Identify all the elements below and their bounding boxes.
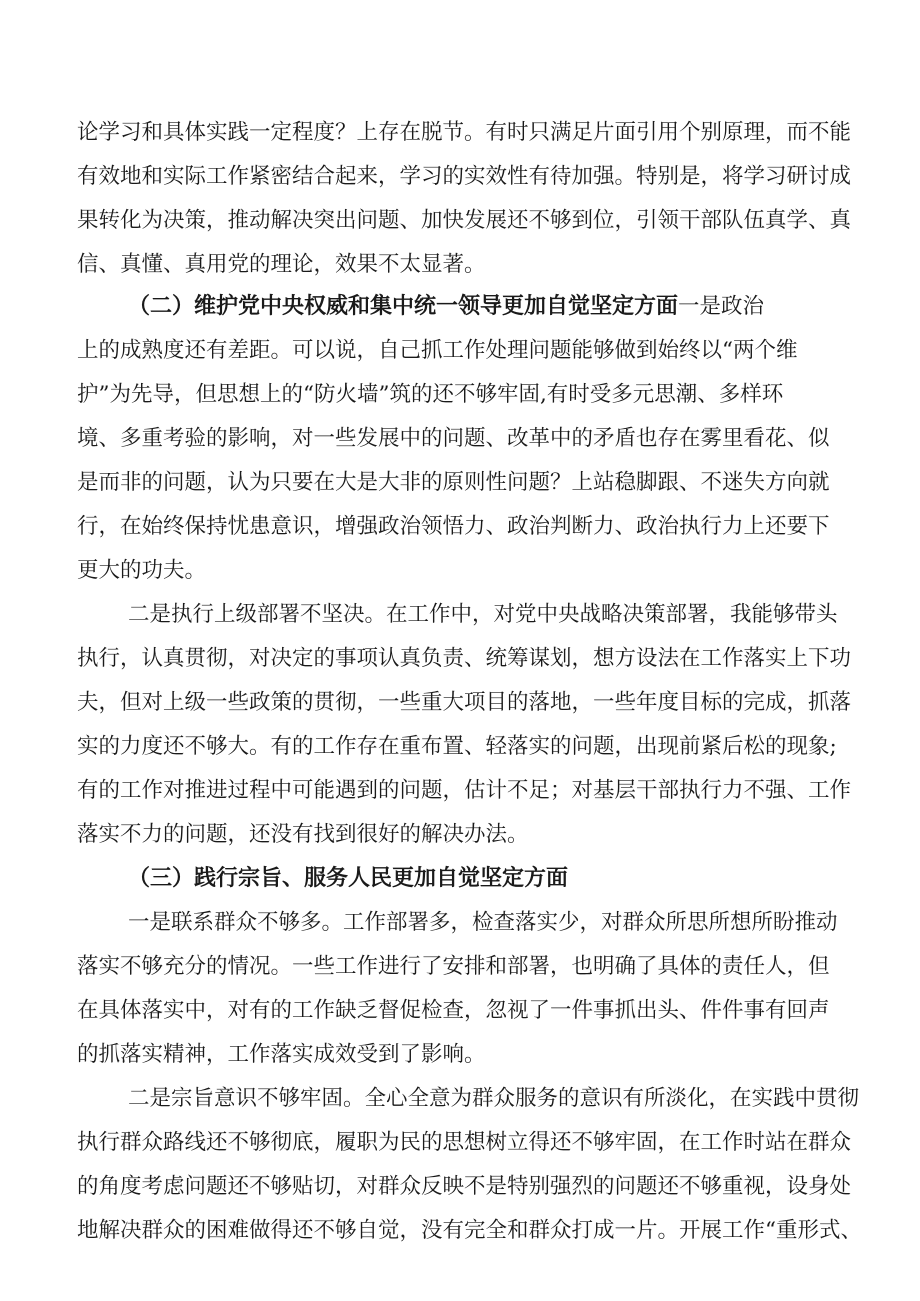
para1-line-4: 信、真懂、真用党的理论，效果不太显著。	[77, 252, 486, 277]
section3-heading: （三）践行宗旨、服务人民更加自觉坚定方面	[128, 866, 569, 891]
section2-line-5: 行，在始终保持忧患意识，增强政治领悟力、政治判断力、政治执行力上还要下	[77, 514, 830, 539]
para3-line-2: 执行，认真贯彻，对决定的事项认真负责、统筹谋划，想方设法在工作落实上下功	[77, 646, 852, 671]
para3-line-3: 夫，但对上级一些政策的贯彻，一些重大项目的落地，一些年度目标的完成，抓落	[77, 690, 852, 715]
para1-line-1: 论学习和具体实践一定程度？上存在脱节。有时只满足片面引用个别原理，而不能	[77, 120, 852, 145]
para3-line-1: 二是执行上级部署不坚决。在工作中，对党中央战略决策部署，我能够带头	[128, 602, 838, 627]
section2-heading-line	[128, 292, 764, 322]
para3-line-4: 实的力度还不够大。有的工作存在重布置、轻落实的问题，出现前紧后松的现象;	[77, 734, 837, 759]
para5-line-1: 二是宗旨意识不够牢固。全心全意为群众服务的意识有所淡化，在实践中贯彻	[128, 1086, 860, 1111]
para4-line-2: 落实不够充分的情况。一些工作进行了安排和部署，也明确了具体的责任人，但	[77, 954, 830, 979]
section2-line-2: 护”为先导，但思想上的“防火墙”筑的还不够牢固,有时受多元思潮、多样环	[77, 382, 784, 407]
section2-line-4: 是而非的问题，认为只要在大是大非的原则性问题？上站稳脚跟、不迷失方向就	[77, 470, 830, 495]
section2-first-line-tail: 一是政治	[678, 294, 765, 319]
para5-line-3: 的角度考虑问题还不够贴切，对群众反映不是特别强烈的问题还不够重视，设身处	[77, 1174, 852, 1199]
para5-line-2: 执行群众路线还不够彻底，履职为民的思想树立得还不够牢固，在工作时站在群众	[77, 1130, 852, 1155]
para4-line-1: 一是联系群众不够多。工作部署多，检查落实少，对群众所思所想所盼推动	[128, 910, 838, 935]
para3-line-5: 有的工作对推进过程中可能遇到的问题，估计不足；对基层干部执行力不强、工作	[77, 778, 852, 803]
section2-heading: （二）维护党中央权威和集中统一领导更加自觉坚定方面	[128, 294, 679, 319]
section2-line-1: 上的成熟度还有差距。可以说，自己抓工作处理问题能够做到始终以“两个维	[77, 338, 798, 363]
para4-line-4: 的抓落实精神，工作落实成效受到了影响。	[77, 1042, 486, 1067]
para4-line-3: 在具体落实中，对有的工作缺乏督促检查，忽视了一件事抓出头、件件事有回声	[77, 998, 830, 1023]
para1-line-2: 有效地和实际工作紧密结合起来，学习的实效性有待加强。特别是，将学习研讨成	[77, 164, 852, 189]
para5-line-4: 地解决群众的困难做得还不够自觉，没有完全和群众打成一片。开展工作“重形式、	[77, 1218, 862, 1243]
para3-line-6: 落实不力的问题，还没有找到很好的解决办法。	[77, 822, 529, 847]
section2-line-6: 更大的功夫。	[77, 558, 207, 583]
section2-line-3: 境、多重考验的影响，对一些发展中的问题、改革中的矛盾也存在雾里看花、似	[77, 426, 830, 451]
para1-line-3: 果转化为决策，推动解决突出问题、加快发展还不够到位，引领干部队伍真学、真	[77, 208, 852, 233]
